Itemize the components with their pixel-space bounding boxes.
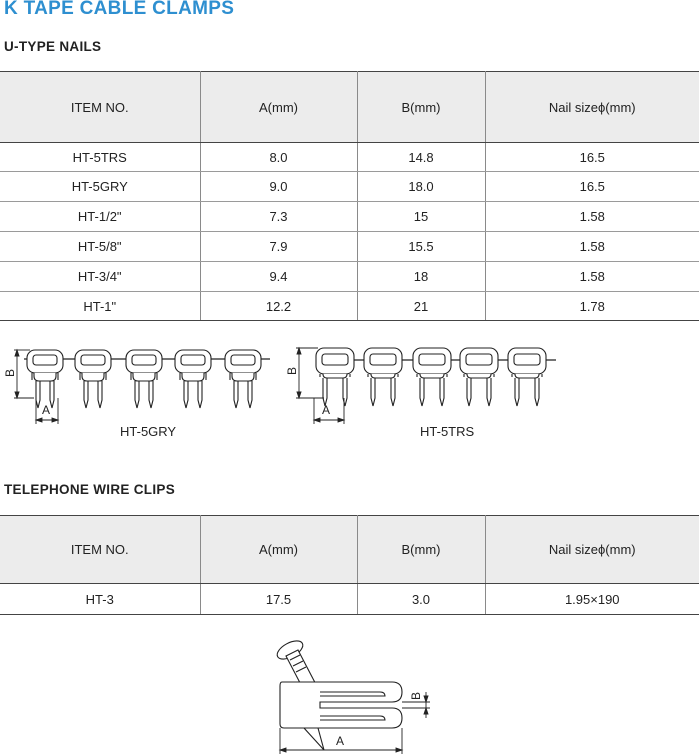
cell-b: 18 — [357, 262, 485, 292]
cell-nail-size: 16.5 — [485, 172, 699, 202]
cell-nail-size: 1.58 — [485, 202, 699, 232]
telephone-table — [0, 515, 699, 615]
cell-b: 3.0 — [357, 584, 485, 615]
table-row — [0, 584, 699, 615]
cell-a: 7.9 — [200, 232, 357, 262]
cell-a: 9.0 — [200, 172, 357, 202]
cell-b: 15.5 — [357, 232, 485, 262]
cell-a: 8.0 — [200, 143, 357, 172]
cell-a: 12.2 — [200, 292, 357, 321]
cell-item-no: HT-1/2" — [0, 202, 200, 232]
cell-b: 21 — [357, 292, 485, 321]
table-row — [0, 172, 699, 202]
ht-5gry-caption: HT-5GRY — [120, 424, 177, 439]
col-header-item-no: ITEM NO. — [0, 516, 200, 584]
cell-a: 7.3 — [200, 202, 357, 232]
dim-b-label: B — [3, 368, 17, 377]
u-type-table — [0, 71, 699, 321]
cell-nail-size: 1.95×190 — [485, 584, 699, 615]
cell-item-no: HT-3/4" — [0, 262, 200, 292]
wire-clip-diagram — [260, 636, 460, 754]
telephone-heading: TELEPHONE WIRE CLIPS — [4, 482, 176, 497]
cell-a: 17.5 — [200, 584, 357, 615]
col-header-nail-size: Nail sizeϕ(mm) — [485, 516, 699, 584]
col-header-b: B(mm) — [357, 72, 485, 143]
table-row — [0, 232, 699, 262]
cell-nail-size: 1.58 — [485, 232, 699, 262]
cell-nail-size: 16.5 — [485, 143, 699, 172]
dim-a-label: A — [322, 403, 331, 417]
table-row — [0, 202, 699, 232]
ht-5gry-nail-strip — [24, 350, 270, 408]
ht-5trs-nail-strip — [316, 348, 556, 406]
cell-item-no: HT-3 — [0, 584, 200, 615]
cell-b: 18.0 — [357, 172, 485, 202]
col-header-item-no: ITEM NO. — [0, 72, 200, 143]
col-header-b: B(mm) — [357, 516, 485, 584]
cell-item-no: HT-5/8" — [0, 232, 200, 262]
cell-a: 9.4 — [200, 262, 357, 292]
dim-a-label: A — [336, 734, 345, 748]
cell-item-no: HT-5TRS — [0, 143, 200, 172]
table-row — [0, 292, 699, 321]
cell-item-no: HT-1" — [0, 292, 200, 321]
table-header-row — [0, 516, 699, 584]
ht-5gry-diagram — [0, 340, 270, 430]
u-type-heading: U-TYPE NAILS — [4, 39, 102, 54]
page-title: K TAPE CABLE CLAMPS — [4, 0, 235, 19]
ht-5trs-diagram — [286, 340, 566, 430]
dim-b-label: B — [285, 366, 299, 375]
cell-item-no: HT-5GRY — [0, 172, 200, 202]
dim-a-label: A — [42, 403, 51, 417]
ht-5trs-caption: HT-5TRS — [420, 424, 475, 439]
table-row — [0, 143, 699, 172]
col-header-nail-size: Nail sizeϕ(mm) — [485, 72, 699, 143]
table-header-row — [0, 72, 699, 143]
dim-b-label: B — [409, 691, 423, 700]
cell-nail-size: 1.58 — [485, 262, 699, 292]
cell-nail-size: 1.78 — [485, 292, 699, 321]
col-header-a: A(mm) — [200, 516, 357, 584]
cell-b: 14.8 — [357, 143, 485, 172]
col-header-a: A(mm) — [200, 72, 357, 143]
cell-b: 15 — [357, 202, 485, 232]
table-row — [0, 262, 699, 292]
